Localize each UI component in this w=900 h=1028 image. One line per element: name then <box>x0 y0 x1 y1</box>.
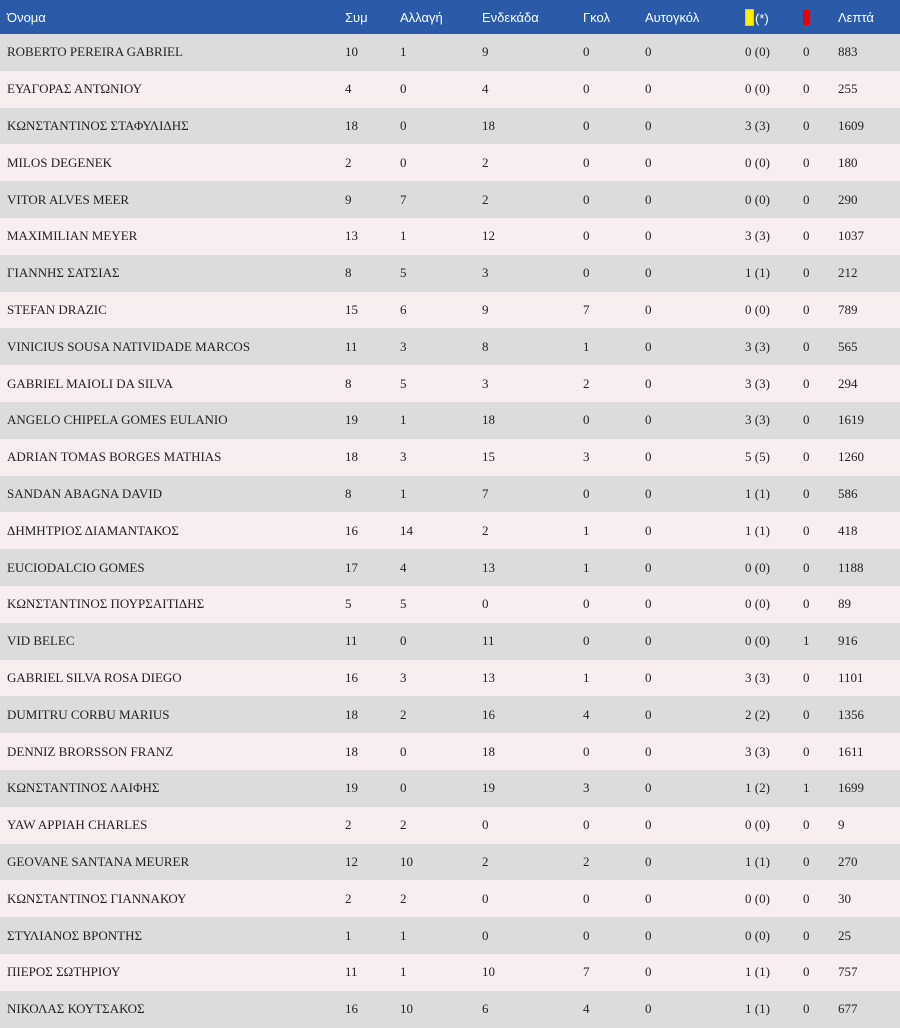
player-subs: 0 <box>400 81 407 97</box>
player-yellow-cards: 0 (0) <box>745 154 770 170</box>
player-minutes: 565 <box>838 338 858 354</box>
player-name: GABRIEL SILVA ROSA DIEGO <box>7 669 182 685</box>
player-apps: 16 <box>345 669 358 685</box>
player-starts: 13 <box>482 559 495 575</box>
player-minutes: 255 <box>838 81 858 97</box>
player-name: MILOS DEGENEK <box>7 154 113 170</box>
player-subs: 10 <box>400 1001 413 1017</box>
player-own-goals: 0 <box>645 301 652 317</box>
player-minutes: 212 <box>838 265 858 281</box>
player-yellow-cards: 1 (1) <box>745 853 770 869</box>
player-name: YAW APPIAH CHARLES <box>7 817 148 833</box>
player-starts: 10 <box>482 964 495 980</box>
table-row <box>0 218 900 255</box>
player-own-goals: 0 <box>645 817 652 833</box>
player-own-goals: 0 <box>645 228 652 244</box>
player-red-cards: 0 <box>803 265 810 281</box>
player-minutes: 294 <box>838 375 858 391</box>
table-row <box>0 328 900 365</box>
table-row <box>0 991 900 1028</box>
player-apps: 13 <box>345 228 358 244</box>
player-subs: 1 <box>400 44 407 60</box>
player-minutes: 677 <box>838 1001 858 1017</box>
player-subs: 4 <box>400 559 407 575</box>
player-own-goals: 0 <box>645 81 652 97</box>
table-row <box>0 402 900 439</box>
player-goals: 0 <box>583 154 590 170</box>
player-goals: 0 <box>583 633 590 649</box>
header-red-cards[interactable] <box>803 0 838 34</box>
player-red-cards: 0 <box>803 228 810 244</box>
player-red-cards: 0 <box>803 117 810 133</box>
player-apps: 19 <box>345 412 358 428</box>
player-red-cards: 0 <box>803 338 810 354</box>
player-starts: 8 <box>482 338 489 354</box>
player-apps: 11 <box>345 338 358 354</box>
player-apps: 17 <box>345 559 358 575</box>
player-name: MAXIMILIAN MEYER <box>7 228 138 244</box>
player-red-cards: 0 <box>803 449 810 465</box>
player-starts: 6 <box>482 1001 489 1017</box>
player-minutes: 1611 <box>838 743 864 759</box>
player-own-goals: 0 <box>645 191 652 207</box>
table-row <box>0 623 900 660</box>
player-yellow-cards: 1 (2) <box>745 780 770 796</box>
player-starts: 7 <box>482 485 489 501</box>
player-name: ADRIAN TOMAS BORGES MATHIAS <box>7 449 222 465</box>
player-apps: 11 <box>345 633 358 649</box>
player-minutes: 30 <box>838 890 851 906</box>
player-own-goals: 0 <box>645 338 652 354</box>
player-own-goals: 0 <box>645 780 652 796</box>
player-apps: 15 <box>345 301 358 317</box>
player-name: EUCIODALCIO GOMES <box>7 559 145 575</box>
player-red-cards: 0 <box>803 890 810 906</box>
player-goals: 1 <box>583 338 590 354</box>
player-goals: 0 <box>583 743 590 759</box>
player-name: ANGELO CHIPELA GOMES EULANIO <box>7 412 228 428</box>
player-apps: 18 <box>345 117 358 133</box>
player-minutes: 290 <box>838 191 858 207</box>
player-starts: 18 <box>482 117 495 133</box>
player-name: ΠΙΕΡΟΣ ΣΩΤΗΡΙΟΥ <box>7 964 121 980</box>
player-goals: 4 <box>583 706 590 722</box>
player-apps: 5 <box>345 596 352 612</box>
player-apps: 16 <box>345 522 358 538</box>
player-yellow-cards: 3 (3) <box>745 412 770 428</box>
table-row <box>0 365 900 402</box>
player-own-goals: 0 <box>645 633 652 649</box>
player-yellow-cards: 0 (0) <box>745 817 770 833</box>
player-red-cards: 0 <box>803 154 810 170</box>
player-name: ROBERTO PEREIRA GABRIEL <box>7 44 183 60</box>
player-minutes: 25 <box>838 927 851 943</box>
player-goals: 2 <box>583 853 590 869</box>
player-name: ΚΩΝΣΤΑΝΤΙΝΟΣ ΣΤΑΦΥΛΙΔΗΣ <box>7 117 189 133</box>
player-minutes: 883 <box>838 44 858 60</box>
player-name: GEOVANE SANTANA MEURER <box>7 853 190 869</box>
header-own-goals[interactable]: Αυτογκόλ <box>645 9 700 25</box>
player-red-cards: 0 <box>803 669 810 685</box>
player-own-goals: 0 <box>645 559 652 575</box>
player-own-goals: 0 <box>645 596 652 612</box>
player-red-cards: 0 <box>803 81 810 97</box>
header-name[interactable]: Όνομα <box>7 9 46 25</box>
red-card-icon <box>803 10 810 25</box>
table-row <box>0 696 900 733</box>
player-subs: 1 <box>400 485 407 501</box>
player-apps: 8 <box>345 375 352 391</box>
player-name: ΚΩΝΣΤΑΝΤΙΝΟΣ ΠΟΥΡΣΑΙΤΙΔΗΣ <box>7 596 205 612</box>
header-yellow-suffix: (*) <box>755 10 769 26</box>
player-own-goals: 0 <box>645 117 652 133</box>
player-apps: 19 <box>345 780 358 796</box>
table-row <box>0 108 900 145</box>
player-red-cards: 0 <box>803 1001 810 1017</box>
player-apps: 16 <box>345 1001 358 1017</box>
player-starts: 12 <box>482 228 495 244</box>
player-red-cards: 0 <box>803 412 810 428</box>
player-starts: 9 <box>482 301 489 317</box>
player-subs: 14 <box>400 522 413 538</box>
player-yellow-cards: 3 (3) <box>745 375 770 391</box>
player-yellow-cards: 3 (3) <box>745 117 770 133</box>
header-yellow-cards[interactable] <box>745 0 803 34</box>
player-own-goals: 0 <box>645 890 652 906</box>
player-starts: 4 <box>482 81 489 97</box>
player-yellow-cards: 3 (3) <box>745 338 770 354</box>
player-red-cards: 0 <box>803 927 810 943</box>
player-red-cards: 1 <box>803 780 810 796</box>
player-red-cards: 0 <box>803 817 810 833</box>
player-apps: 2 <box>345 154 352 170</box>
player-goals: 7 <box>583 964 590 980</box>
table-row <box>0 807 900 844</box>
player-subs: 7 <box>400 191 407 207</box>
player-goals: 1 <box>583 669 590 685</box>
player-apps: 1 <box>345 927 352 943</box>
player-yellow-cards: 1 (1) <box>745 1001 770 1017</box>
header-goals[interactable]: Γκολ <box>583 9 610 25</box>
player-name: STEFAN DRAZIC <box>7 301 107 317</box>
player-own-goals: 0 <box>645 1001 652 1017</box>
player-goals: 0 <box>583 81 590 97</box>
player-goals: 0 <box>583 596 590 612</box>
player-goals: 0 <box>583 44 590 60</box>
player-apps: 11 <box>345 964 358 980</box>
player-starts: 2 <box>482 522 489 538</box>
player-name: SANDAN ABAGNA DAVID <box>7 485 163 501</box>
player-red-cards: 0 <box>803 485 810 501</box>
header-starts[interactable]: Ενδεκάδα <box>482 9 539 25</box>
header-apps[interactable]: Συμ <box>345 9 368 25</box>
player-starts: 15 <box>482 449 495 465</box>
player-own-goals: 0 <box>645 927 652 943</box>
player-name: ΓΙΑΝΝΗΣ ΣΑΤΣΙΑΣ <box>7 265 120 281</box>
player-minutes: 1188 <box>838 559 864 575</box>
table-row <box>0 733 900 770</box>
player-starts: 19 <box>482 780 495 796</box>
player-subs: 5 <box>400 596 407 612</box>
player-name: VINICIUS SOUSA NATIVIDADE MARCOS <box>7 338 251 354</box>
player-minutes: 1356 <box>838 706 864 722</box>
player-own-goals: 0 <box>645 449 652 465</box>
player-minutes: 757 <box>838 964 858 980</box>
player-minutes: 9 <box>838 817 845 833</box>
player-red-cards: 0 <box>803 596 810 612</box>
player-own-goals: 0 <box>645 265 652 281</box>
player-goals: 1 <box>583 559 590 575</box>
table-row <box>0 439 900 476</box>
player-apps: 2 <box>345 890 352 906</box>
player-starts: 18 <box>482 412 495 428</box>
player-starts: 0 <box>482 596 489 612</box>
player-red-cards: 0 <box>803 559 810 575</box>
player-own-goals: 0 <box>645 669 652 685</box>
table-row <box>0 292 900 329</box>
player-starts: 11 <box>482 633 495 649</box>
player-own-goals: 0 <box>645 853 652 869</box>
table-row <box>0 660 900 697</box>
table-row <box>0 880 900 917</box>
player-yellow-cards: 0 (0) <box>745 81 770 97</box>
player-apps: 18 <box>345 449 358 465</box>
player-minutes: 180 <box>838 154 858 170</box>
player-minutes: 270 <box>838 853 858 869</box>
player-yellow-cards: 0 (0) <box>745 927 770 943</box>
player-red-cards: 0 <box>803 853 810 869</box>
table-row <box>0 34 900 71</box>
table-row <box>0 586 900 623</box>
table-row <box>0 144 900 181</box>
player-name: ΚΩΝΣΤΑΝΤΙΝΟΣ ΓΙΑΝΝΑΚΟΥ <box>7 890 187 906</box>
player-starts: 2 <box>482 853 489 869</box>
player-goals: 0 <box>583 228 590 244</box>
player-yellow-cards: 1 (1) <box>745 964 770 980</box>
player-goals: 0 <box>583 412 590 428</box>
player-goals: 0 <box>583 890 590 906</box>
player-yellow-cards: 1 (1) <box>745 265 770 281</box>
header-subs[interactable]: Αλλαγή <box>400 9 443 25</box>
player-own-goals: 0 <box>645 412 652 428</box>
player-name: ΔΗΜΗΤΡΙΟΣ ΔΙΑΜΑΝΤΑΚΟΣ <box>7 522 179 538</box>
player-name: DUMITRU CORBU MARIUS <box>7 706 170 722</box>
player-goals: 0 <box>583 117 590 133</box>
player-yellow-cards: 2 (2) <box>745 706 770 722</box>
player-apps: 10 <box>345 44 358 60</box>
player-starts: 18 <box>482 743 495 759</box>
table-row <box>0 181 900 218</box>
player-subs: 5 <box>400 375 407 391</box>
player-yellow-cards: 1 (1) <box>745 522 770 538</box>
player-yellow-cards: 3 (3) <box>745 228 770 244</box>
player-subs: 0 <box>400 117 407 133</box>
player-subs: 2 <box>400 706 407 722</box>
player-minutes: 916 <box>838 633 858 649</box>
player-name: ΣΤΥΛΙΑΝΟΣ ΒΡΟΝΤΗΣ <box>7 927 143 943</box>
player-apps: 18 <box>345 743 358 759</box>
player-goals: 0 <box>583 485 590 501</box>
player-starts: 13 <box>482 669 495 685</box>
player-red-cards: 0 <box>803 44 810 60</box>
yellow-card-icon <box>745 9 754 26</box>
player-apps: 8 <box>345 485 352 501</box>
player-red-cards: 0 <box>803 522 810 538</box>
player-goals: 1 <box>583 522 590 538</box>
table-header-row <box>0 0 900 34</box>
table-row <box>0 844 900 881</box>
player-own-goals: 0 <box>645 154 652 170</box>
player-name: DENNIZ BRORSSON FRANZ <box>7 743 174 759</box>
player-name: GABRIEL MAIOLI DA SILVA <box>7 375 173 391</box>
player-yellow-cards: 0 (0) <box>745 596 770 612</box>
player-goals: 3 <box>583 780 590 796</box>
player-goals: 3 <box>583 449 590 465</box>
player-red-cards: 0 <box>803 964 810 980</box>
player-yellow-cards: 0 (0) <box>745 633 770 649</box>
player-subs: 1 <box>400 412 407 428</box>
player-subs: 0 <box>400 743 407 759</box>
player-subs: 0 <box>400 780 407 796</box>
player-minutes: 586 <box>838 485 858 501</box>
player-apps: 4 <box>345 81 352 97</box>
player-red-cards: 0 <box>803 301 810 317</box>
table-row <box>0 255 900 292</box>
player-subs: 1 <box>400 228 407 244</box>
player-subs: 0 <box>400 154 407 170</box>
player-yellow-cards: 1 (1) <box>745 485 770 501</box>
player-yellow-cards: 0 (0) <box>745 191 770 207</box>
player-starts: 2 <box>482 154 489 170</box>
player-own-goals: 0 <box>645 743 652 759</box>
player-red-cards: 0 <box>803 743 810 759</box>
player-goals: 0 <box>583 817 590 833</box>
player-name: ΕΥΑΓΟΡΑΣ ΑΝΤΩΝΙΟΥ <box>7 81 143 97</box>
player-own-goals: 0 <box>645 44 652 60</box>
player-goals: 7 <box>583 301 590 317</box>
player-goals: 2 <box>583 375 590 391</box>
player-minutes: 789 <box>838 301 858 317</box>
player-starts: 16 <box>482 706 495 722</box>
player-starts: 0 <box>482 927 489 943</box>
player-minutes: 1619 <box>838 412 864 428</box>
table-body <box>0 34 900 1028</box>
player-yellow-cards: 0 (0) <box>745 301 770 317</box>
player-yellow-cards: 0 (0) <box>745 44 770 60</box>
player-subs: 0 <box>400 633 407 649</box>
player-starts: 3 <box>482 265 489 281</box>
player-starts: 9 <box>482 44 489 60</box>
player-red-cards: 0 <box>803 375 810 391</box>
player-subs: 6 <box>400 301 407 317</box>
player-own-goals: 0 <box>645 522 652 538</box>
player-own-goals: 0 <box>645 375 652 391</box>
player-goals: 0 <box>583 265 590 281</box>
player-minutes: 418 <box>838 522 858 538</box>
player-red-cards: 1 <box>803 633 810 649</box>
player-name: ΝΙΚΟΛΑΣ ΚΟΥΤΣΑΚΟΣ <box>7 1001 145 1017</box>
player-subs: 2 <box>400 890 407 906</box>
player-name: VITOR ALVES MEER <box>7 191 130 207</box>
table-row <box>0 770 900 807</box>
player-starts: 3 <box>482 375 489 391</box>
table-row <box>0 71 900 108</box>
player-subs: 3 <box>400 669 407 685</box>
player-goals: 4 <box>583 1001 590 1017</box>
player-starts: 0 <box>482 890 489 906</box>
player-name: VID BELEC <box>7 633 75 649</box>
player-subs: 10 <box>400 853 413 869</box>
player-yellow-cards: 0 (0) <box>745 559 770 575</box>
player-name: ΚΩΝΣΤΑΝΤΙΝΟΣ ΛΑΙΦΗΣ <box>7 780 160 796</box>
player-minutes: 1609 <box>838 117 864 133</box>
player-red-cards: 0 <box>803 191 810 207</box>
player-goals: 0 <box>583 927 590 943</box>
player-subs: 3 <box>400 449 407 465</box>
player-starts: 2 <box>482 191 489 207</box>
player-minutes: 1699 <box>838 780 864 796</box>
player-subs: 3 <box>400 338 407 354</box>
table-row <box>0 954 900 991</box>
player-subs: 1 <box>400 927 407 943</box>
player-subs: 5 <box>400 265 407 281</box>
player-apps: 12 <box>345 853 358 869</box>
player-apps: 9 <box>345 191 352 207</box>
player-starts: 0 <box>482 817 489 833</box>
player-apps: 8 <box>345 265 352 281</box>
player-red-cards: 0 <box>803 706 810 722</box>
table-row <box>0 512 900 549</box>
player-own-goals: 0 <box>645 485 652 501</box>
player-goals: 0 <box>583 191 590 207</box>
table-row <box>0 549 900 586</box>
player-minutes: 89 <box>838 596 851 612</box>
player-minutes: 1101 <box>838 669 864 685</box>
table-row <box>0 917 900 954</box>
player-own-goals: 0 <box>645 706 652 722</box>
player-own-goals: 0 <box>645 964 652 980</box>
player-yellow-cards: 5 (5) <box>745 449 770 465</box>
player-yellow-cards: 0 (0) <box>745 890 770 906</box>
player-apps: 2 <box>345 817 352 833</box>
player-subs: 1 <box>400 964 407 980</box>
header-minutes[interactable]: Λεπτά <box>838 9 874 25</box>
player-minutes: 1260 <box>838 449 864 465</box>
player-apps: 18 <box>345 706 358 722</box>
player-yellow-cards: 3 (3) <box>745 669 770 685</box>
player-subs: 2 <box>400 817 407 833</box>
player-yellow-cards: 3 (3) <box>745 743 770 759</box>
table-row <box>0 476 900 513</box>
player-minutes: 1037 <box>838 228 864 244</box>
